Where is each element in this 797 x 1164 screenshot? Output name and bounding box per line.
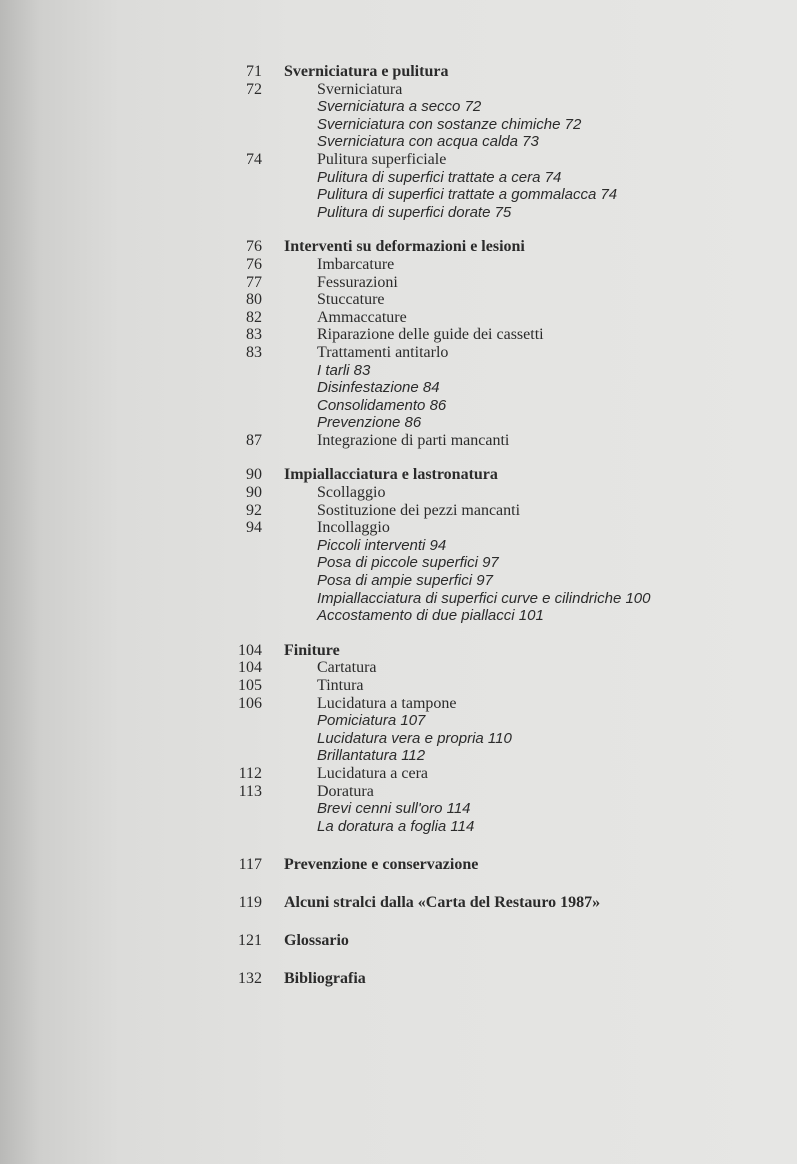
entry-title: Disinfestazione 84 [317,379,440,397]
page-number: 112 [238,764,262,782]
toc-entry [0,484,797,502]
entry-title: Incollaggio [317,519,390,537]
entry-title: Sostituzione dei pezzi mancanti [317,501,521,519]
spacer [0,912,797,933]
entry-title: Pulitura di superfici trattate a cera 74 [317,168,562,186]
page-number: 77 [246,273,262,291]
toc-entry [0,309,797,327]
page-number: 71 [246,63,262,80]
spacer [0,221,797,238]
entry-title: Imbarcature [317,255,395,273]
toc-entry [0,502,797,520]
toc-entry [0,291,797,309]
page-number: 119 [238,893,262,911]
toc-entry [0,344,797,362]
spacer [0,449,797,466]
entry-title: Brillantatura 112 [317,747,426,765]
toc-section-heading [0,63,797,81]
page-number: 80 [246,291,262,309]
toc-entry [0,116,797,134]
section-title: Alcuni stralci dalla «Carta del Restauro 1987» [284,893,601,911]
section-title: Finiture [284,641,340,659]
entry-title: La doratura a foglia 114 [317,817,475,835]
entry-title: Pulitura superficiale [317,150,447,168]
toc-chapter [0,970,797,988]
page-number: 94 [246,519,262,537]
entry-title: Pulitura di superfici trattate a gommalacca 74 [317,186,618,204]
toc-entry [0,659,797,677]
entry-title: Prevenzione 86 [317,414,422,432]
section-title: Interventi su deformazioni e lesioni [284,238,525,256]
entry-title: Sverniciatura con sostanze chimiche 72 [317,115,582,133]
page-number: 76 [246,255,262,273]
toc-entry [0,783,797,801]
toc-entry [0,695,797,713]
page-number: 106 [238,694,262,712]
toc-entry [0,256,797,274]
toc-entry [0,607,797,625]
entry-title: Trattamenti antitarlo [317,343,449,361]
toc-entry [0,677,797,695]
toc-entry [0,519,797,537]
entry-title: Pomiciatura 107 [317,712,426,730]
spacer [0,950,797,971]
toc-entry [0,274,797,292]
entry-title: Doratura [317,782,374,800]
section-title: Prevenzione e conservazione [284,855,479,873]
page-number: 92 [246,501,262,519]
entry-title: Scollaggio [317,484,386,502]
toc-section-heading [0,466,797,484]
entry-title: Fessurazioni [317,273,398,291]
toc-entry [0,414,797,432]
entry-title: Sverniciatura a secco 72 [317,98,482,116]
toc-section-heading [0,642,797,660]
entry-title: Cartatura [317,659,377,677]
entry-title: Sverniciatura con acqua calda 73 [317,133,539,151]
entry-title: Lucidatura a tampone [317,694,457,712]
page-number: 121 [238,932,262,950]
toc-entry [0,151,797,169]
entry-title: Ammaccature [317,308,407,326]
toc-chapter [0,894,797,912]
page-number: 76 [246,238,262,256]
entry-title: Accostamento di due piallacci 101 [317,607,544,625]
entry-title: Tintura [317,677,364,694]
toc-entry [0,818,797,836]
entry-title: Pulitura di superfici dorate 75 [317,203,512,221]
toc-entry [0,572,797,590]
section-title: Bibliografia [284,970,366,988]
toc-entry [0,204,797,222]
page-number: 72 [246,80,262,98]
section-title: Sverniciatura e pulitura [284,63,449,80]
entry-title: Piccoli interventi 94 [317,536,447,554]
toc-entry [0,362,797,380]
page-number: 113 [238,782,262,800]
table-of-contents [0,63,797,988]
toc-entry [0,81,797,99]
toc-entry [0,432,797,450]
section-title: Impiallacciatura e lastronatura [284,466,498,484]
page-number: 74 [246,150,262,168]
page-number: 104 [238,641,262,659]
page-number: 82 [246,308,262,326]
page-number: 117 [238,855,262,873]
entry-title: Stuccature [317,291,385,309]
toc-entry [0,800,797,818]
spacer [0,835,797,856]
entry-title: Consolidamento 86 [317,396,447,414]
toc-entry [0,379,797,397]
entry-title: I tarli 83 [317,361,371,379]
toc-entry [0,554,797,572]
page-number: 83 [246,326,262,344]
page-number: 105 [238,677,262,694]
page-number: 104 [238,659,262,677]
toc-entry [0,765,797,783]
entry-title: Brevi cenni sull'oro 114 [317,800,471,818]
toc-entry [0,326,797,344]
spacer [0,625,797,642]
entry-title: Posa di ampie superfici 97 [317,572,493,590]
toc-entry [0,98,797,116]
toc-entry [0,747,797,765]
page-number: 83 [246,343,262,361]
entry-title: Integrazione di parti mancanti [317,431,510,449]
entry-title: Riparazione delle guide dei cassetti [317,326,544,344]
entry-title: Lucidatura vera e propria 110 [317,729,512,747]
toc-entry [0,537,797,555]
toc-entry [0,397,797,415]
page-number: 132 [238,970,262,988]
entry-title: Lucidatura a cera [317,764,429,782]
toc-chapter [0,856,797,874]
entry-title: Posa di piccole superfici 97 [317,554,499,572]
page-number: 90 [246,466,262,484]
toc-entry [0,133,797,151]
toc-entry [0,712,797,730]
spacer [0,873,797,894]
page-number: 87 [246,431,262,449]
toc-entry [0,186,797,204]
entry-title: Sverniciatura [317,80,403,98]
page-number: 90 [246,484,262,502]
toc-section-heading [0,238,797,256]
section-title: Glossario [284,932,349,950]
toc-chapter [0,932,797,950]
toc-entry [0,590,797,608]
entry-title: Impiallacciatura di superfici curve e cilindriche 100 [317,589,651,607]
toc-entry [0,730,797,748]
toc-entry [0,169,797,187]
